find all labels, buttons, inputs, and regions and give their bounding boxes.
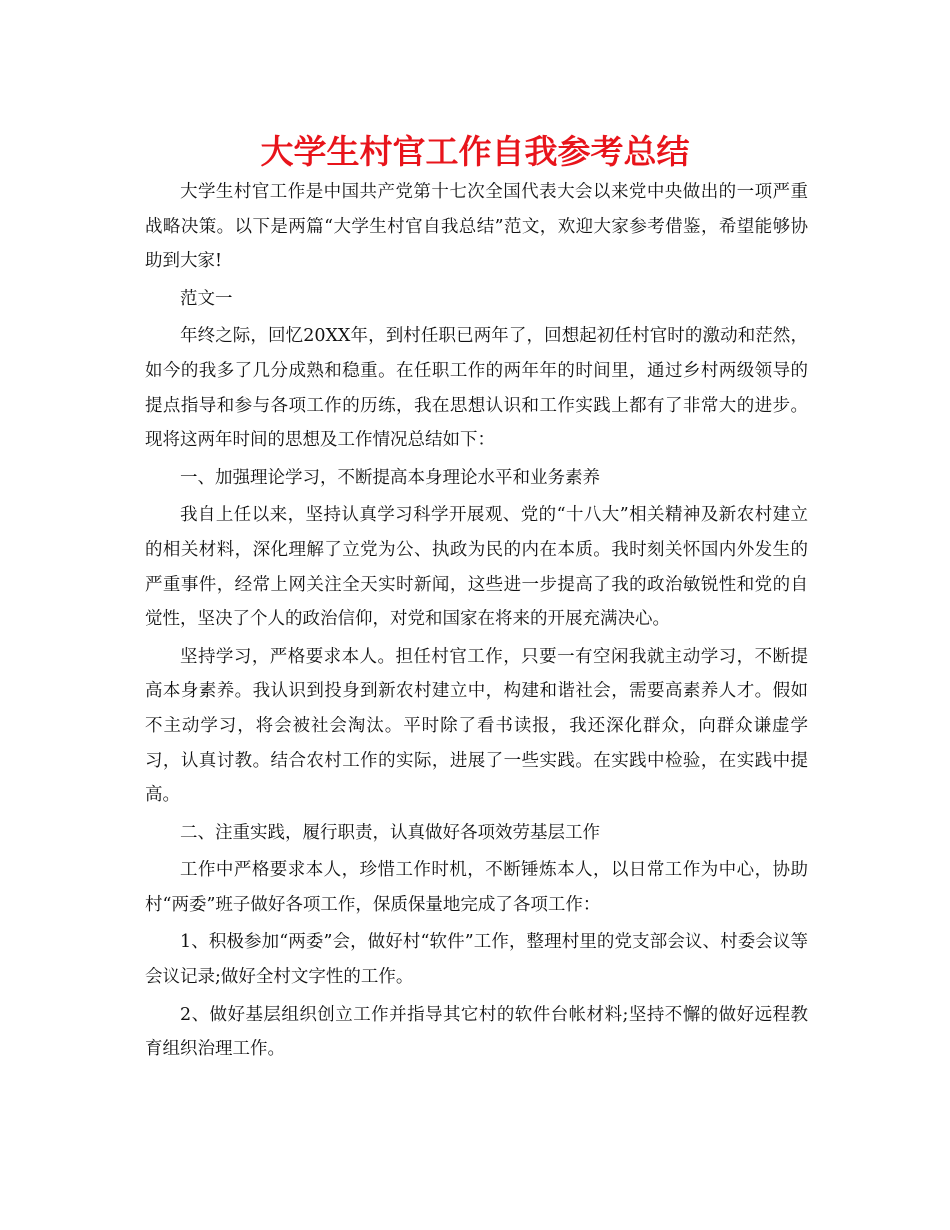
section-heading-one: 一、加强理论学习，不断提高本身理论水平和业务素养	[180, 467, 600, 488]
body-paragraph: 年终之际，回忆20XX年，到村任职已两年了，回想起初任村官时的激动和茫然，如今的我多了几分成熟和稳重。在任职工作的两年年的时间里，通过乡村两级领导的提点指导和参与各项工作的历练，我在思想认识和工作实践上都有了非常大的进步。现将这两年时间的思想及工作情况总结如下：	[145, 326, 808, 451]
list-item: 1、积极参加“两委”会，做好村“软件”工作，整理村里的党支部会议、村委会议等会议记录;做好全村文字性的工作。	[145, 932, 808, 988]
list-item: 2、做好基层组织创立工作并指导其它村的软件台帐材料;坚持不懈的做好远程教育组织治理工作。	[145, 1004, 808, 1060]
body-paragraph: 坚持学习，严格要求本人。担任村官工作，只要一有空闲我就主动学习，不断提高本身素养。我认识到投身到新农村建立中，构建和谐社会，需要高素养人才。假如不主动学习，将会被社会淘汰。平时除了看书读报，我还深化群众，向群众谦虚学习，认真讨教。结合农村工作的实际，进展了一些实践。在实践中检验，在实践中提高。	[145, 646, 808, 806]
document-body	[145, 175, 808, 1070]
section-heading-two: 二、注重实践，履行职责，认真做好各项效劳基层工作	[180, 822, 600, 843]
body-paragraph: 我自上任以来，坚持认真学习科学开展观、党的“十八大”相关精神及新农村建立的相关材料，深化理解了立党为公、执政为民的内在本质。我时刻关怀国内外发生的严重事件，经常上网关注全天实时新闻，这些进一步提高了我的政治敏锐性和党的自觉性，坚决了个人的政治信仰，对党和国家在将来的开展充满决心。	[145, 505, 808, 630]
section-label-sample-one: 范文一	[180, 288, 233, 309]
intro-paragraph: 大学生村官工作是中国共产党第十七次全国代表大会以来党中央做出的一项严重战略决策。以下是两篇“大学生村官自我总结”范文，欢迎大家参考借鉴，希望能够协助到大家!	[145, 182, 808, 272]
document-title: 大学生村官工作自我参考总结	[260, 132, 690, 171]
body-paragraph: 工作中严格要求本人，珍惜工作时机，不断锤炼本人，以日常工作为中心，协助村“两委”班子做好各项工作，保质保量地完成了各项工作：	[145, 860, 808, 915]
